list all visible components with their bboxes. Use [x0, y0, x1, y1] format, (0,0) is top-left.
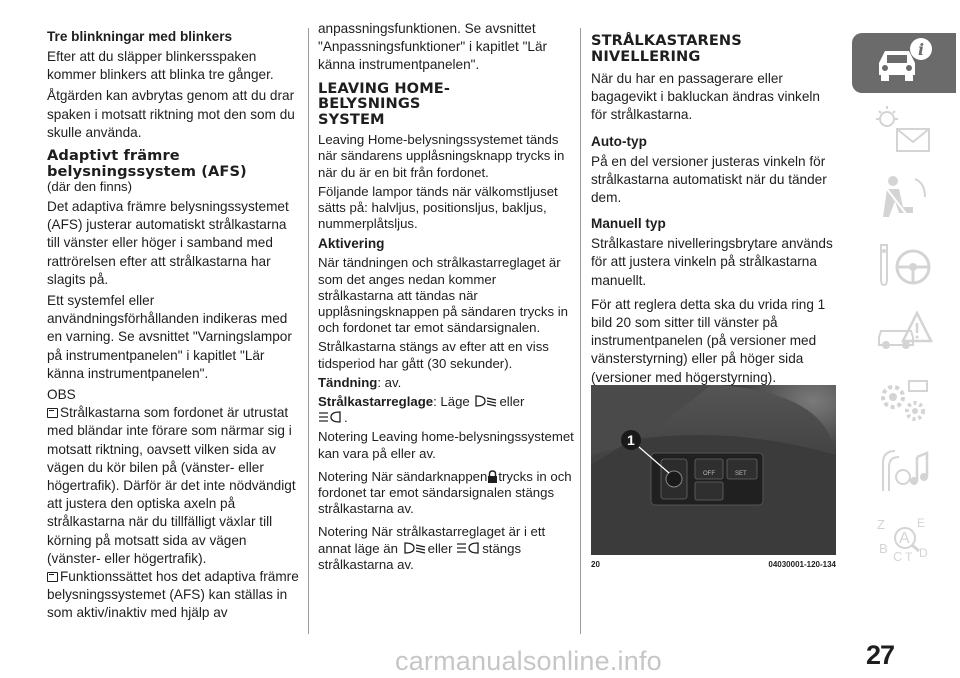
tab-warning-lights[interactable] [852, 101, 956, 161]
index-letter: C [893, 549, 903, 564]
heading-headlamp-levelling: STRÅLKASTARENS NIVELLERING [591, 32, 742, 65]
paragraph: Strålkastarna stängs av efter att en viss tidsperiod har gått (30 sekunder). [318, 339, 549, 371]
switch-line: Strålkastarreglage: Läge eller . [318, 393, 525, 426]
paragraph: Det adaptiva främre belysningssystemet (AFS) justerar automatiskt strålkastarna till vänster eller höger i samband med rattrörelsen efter att strålkastarna har slagits på. [47, 199, 289, 287]
index-letter: E [917, 516, 926, 530]
paragraph: Efter att du släpper blinkersspaken kommer blinkers att blinka tre gånger. [47, 49, 274, 83]
multimedia-icon [873, 443, 935, 499]
figure-dashboard-switches [591, 385, 836, 555]
watermark: carmanualsonline.info [395, 646, 662, 676]
tab-car-info[interactable] [852, 33, 956, 93]
note-icon [47, 572, 58, 582]
paragraph: Strålkastare nivelleringsbrytare används för att justera vinkeln på strålkastarna manuellt. [591, 236, 833, 288]
page-number: 27 [866, 640, 895, 670]
heading-triple-blink: Tre blinkningar med blinkers [47, 29, 233, 44]
paragraph: För att reglera detta ska du vrida ring 1 bild 20 som sitter till vänster på instrumentpanelen (på versioner med vänsterstyrning) eller på höger sida (versioner med högerstyrning). [591, 296, 826, 385]
paragraph: Ett systemfel eller användningsförhållanden indikeras med en varning. Se avsnittet "Varningslampor på instrumentpanelen" i kapitlet "Lär känna instrumentpanelen". [47, 293, 292, 381]
column-3 [591, 33, 836, 390]
note: Notering När strålkastarreglaget är i ett annat läge än eller stängs strålkastarna av. [318, 524, 546, 572]
heading-manual-type: Manuell typ [591, 216, 666, 232]
lock-icon [487, 470, 498, 483]
note: Strålkastarna som fordonet är utrustat med bländar inte förare som närmar sig i motsatt riktning, oavsett vilken sida av vägen du kör bilen på (vänster- eller högertrafik). Därför är det inte nödvändigt att justera den optiska axeln på strålkastarna när du tillfälligt växlar till körning på motsatt sida av vägen (vänster- eller högertrafik). [47, 405, 296, 566]
note: Notering Leaving home-belysningssystemet kan vara på eller av. [318, 429, 574, 461]
svg-text:i: i [918, 40, 925, 59]
callout-number: 1 [627, 432, 635, 448]
obs-label: OBS [47, 387, 76, 403]
paragraph: Följande lampor tänds när välkomstljuset sätts på: halvljus, positionsljus, bakljus, nummerplåtsljus. [318, 183, 558, 232]
low-beam-icon [456, 541, 482, 555]
off-label: OFF [703, 471, 715, 477]
heading-auto-type: Auto-typ [591, 133, 647, 149]
ignition-line: Tändning: av. [318, 374, 402, 390]
note-icon [47, 408, 58, 418]
warning-lights-icon [873, 103, 935, 159]
low-beam-auto-icon [473, 394, 499, 408]
heading-afs-sub: (där den finns) [47, 179, 133, 195]
figure-number: 20 [591, 560, 600, 569]
note: Funktionssättet hos det adaptiva främre belysningssystemet (AFS) kan ställas in som aktiv/inaktiv med hjälp av [47, 569, 299, 621]
column-2 [318, 20, 574, 576]
tab-safety[interactable] [852, 169, 956, 229]
heading-leaving-home: LEAVING HOME-BELYSNINGS SYSTEM [318, 79, 451, 128]
chapter-sidebar [852, 33, 960, 577]
note: Notering När sändarknappen trycks in och fordonet tar emot sändarsignalen stängs strålkastarna av. [318, 468, 572, 517]
low-beam-auto-icon [402, 541, 428, 555]
paragraph: anpassningsfunktionen. Se avsnittet "Anpassningsfunktioner" i kapitlet "Lär känna instrumentpanelen". [318, 21, 548, 73]
maintenance-icon [873, 375, 935, 431]
tab-multimedia[interactable] [852, 441, 956, 501]
paragraph: Leaving Home-belysningssystemet tänds när sändarens upplåsningsknapp trycks in när du är en bit från fordonet. [318, 132, 565, 180]
paragraph: När du har en passagerare eller bagagevikt i bakluckan ändras vinkeln för strålkastarna. [591, 71, 820, 123]
index-letter: B [879, 541, 888, 556]
index-letter: T [905, 550, 913, 564]
index-icon [873, 511, 935, 567]
index-letter: D [919, 546, 928, 560]
figure-code: 04030001-120-134 [768, 560, 836, 569]
emergency-icon [873, 307, 935, 363]
tab-starting-driving[interactable] [852, 237, 956, 297]
heading-activation: Aktivering [318, 236, 385, 252]
set-label: SET [735, 471, 747, 477]
starting-driving-icon [873, 239, 935, 295]
paragraph: På en del versioner justeras vinkeln för strålkastarna automatiskt när du tänder dem. [591, 153, 827, 206]
paragraph: Åtgärden kan avbrytas genom att du drar spaken i motsatt riktning mot den som du skulle använda. [47, 88, 295, 140]
index-letter: Z [877, 517, 885, 532]
dashboard-photo [591, 385, 836, 555]
heading-afs: Adaptivt främre belysningssystem (AFS) [47, 147, 247, 180]
column-1 [47, 28, 299, 626]
column-divider [308, 28, 309, 634]
index-letter: A [899, 530, 910, 547]
tab-emergency[interactable] [852, 305, 956, 365]
car-info-icon [873, 35, 935, 91]
tab-maintenance[interactable] [852, 373, 956, 433]
paragraph: När tändningen och strålkastarreglaget är som det anges nedan kommer strålkastarna att tändas när upplåsningsknappen på sändaren trycks in och fordonet tar emot sändarsignalen. [318, 255, 568, 336]
safety-icon [873, 171, 935, 227]
column-divider [580, 28, 581, 634]
tab-index[interactable] [852, 509, 956, 569]
low-beam-icon [318, 410, 344, 424]
